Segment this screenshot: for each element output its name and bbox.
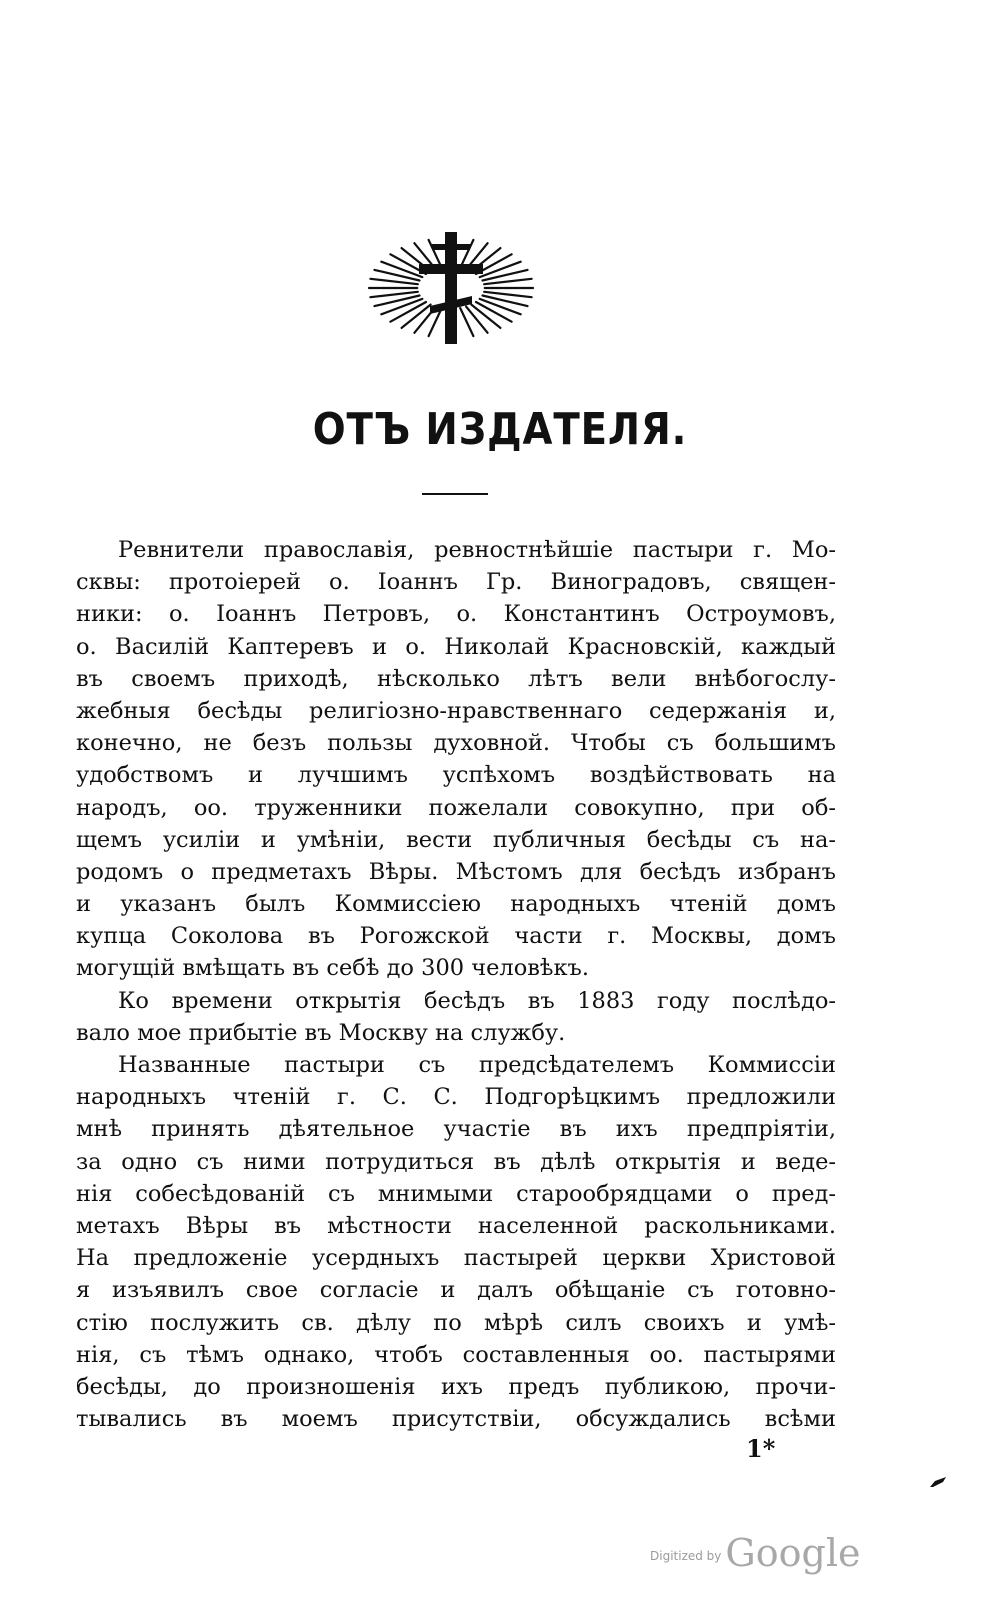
google-logo: Google	[725, 1531, 861, 1575]
digitized-by-label: Digitized by	[650, 1549, 722, 1563]
radiant-orthodox-cross-icon	[366, 226, 536, 350]
text-line: Названные пастыри съ предсѣдателемъ Коммиссіи	[118, 1052, 836, 1078]
text-line: нія, съ тѣмъ однако, чтобъ составленныя оо. пастырями	[76, 1341, 836, 1368]
text-line: за одно съ ними потрудиться въ дѣлѣ открытія и веде-	[76, 1148, 836, 1175]
text-line: ники: о. Іоаннъ Петровъ, о. Константинъ Остроумовъ,	[76, 601, 836, 628]
text-line: мнѣ принять дѣятельное участіе въ ихъ предпріятіи,	[76, 1116, 836, 1143]
text-line: тывались въ моемъ присутствіи, обсуждались всѣми	[76, 1406, 836, 1433]
text-line: купца Соколова въ Рогожской части г. Москвы, домъ	[76, 923, 836, 950]
digitization-watermark	[650, 1531, 860, 1575]
text-line: народныхъ чтеній г. С. С. Подгорѣцкимъ предложили	[76, 1084, 836, 1111]
text-line: На предложеніе усердныхъ пастырей церкви Христовой	[76, 1245, 836, 1272]
text-line: могущій вмѣщать въ себѣ до 300 человѣкъ.	[76, 955, 590, 982]
page-number: 1*	[746, 1434, 776, 1463]
text-line: метахъ Вѣры въ мѣстности населенной раскольниками.	[76, 1212, 836, 1239]
page-title: ОТЪ ИЗДАТЕЛЯ.	[312, 404, 688, 455]
text-line: нія собесѣдованій съ мнимыми старообрядцами о пред-	[76, 1180, 836, 1207]
text-line: о. Василій Каптеревъ и о. Николай Красновскій, каждый	[76, 633, 836, 660]
text-line: удобствомъ и лучшимъ успѣхомъ воздѣйствовать на	[76, 762, 836, 789]
text-line: стію послужить св. дѣлу по мѣрѣ силъ своихъ и умѣ-	[76, 1309, 836, 1336]
text-line: вало мое прибытіе въ Москву на службу.	[76, 1019, 566, 1046]
text-line: жебныя бесѣды религіозно-нравственнаго седержанія и,	[76, 697, 836, 724]
text-line: конечно, не безъ пользы духовной. Чтобы съ большимъ	[76, 730, 836, 757]
text-line: Ревнители православія, ревностнѣйшіе пастыри г. Мо-	[118, 537, 836, 563]
title-divider	[422, 493, 488, 495]
text-line: сквы: протоіерей о. Іоаннъ Гр. Виноградовъ, священ-	[76, 569, 836, 596]
text-line: родомъ о предметахъ Вѣры. Мѣстомъ для бесѣдъ избранъ	[76, 858, 836, 885]
text-line: щемъ усиліи и умѣніи, вести публичныя бесѣды съ на-	[76, 826, 836, 853]
text-line: бесѣды, до произношенія ихъ предъ публикою, прочи-	[76, 1373, 836, 1400]
body-text	[76, 534, 836, 1435]
text-line: народъ, оо. труженники пожелали совокупно, при об-	[76, 794, 836, 821]
text-line: Ко времени открытія бесѣдъ въ 1883 году послѣдо-	[118, 987, 836, 1014]
text-line: въ своемъ приходѣ, нѣсколько лѣтъ вели внѣбогослу-	[76, 665, 836, 692]
text-line: и указанъ былъ Коммиссіею народныхъ чтеній домъ	[76, 891, 836, 918]
ink-smudge-icon	[929, 1476, 947, 1488]
text-line: я изъявилъ свое согласіе и далъ обѣщаніе съ готовно-	[76, 1277, 836, 1304]
